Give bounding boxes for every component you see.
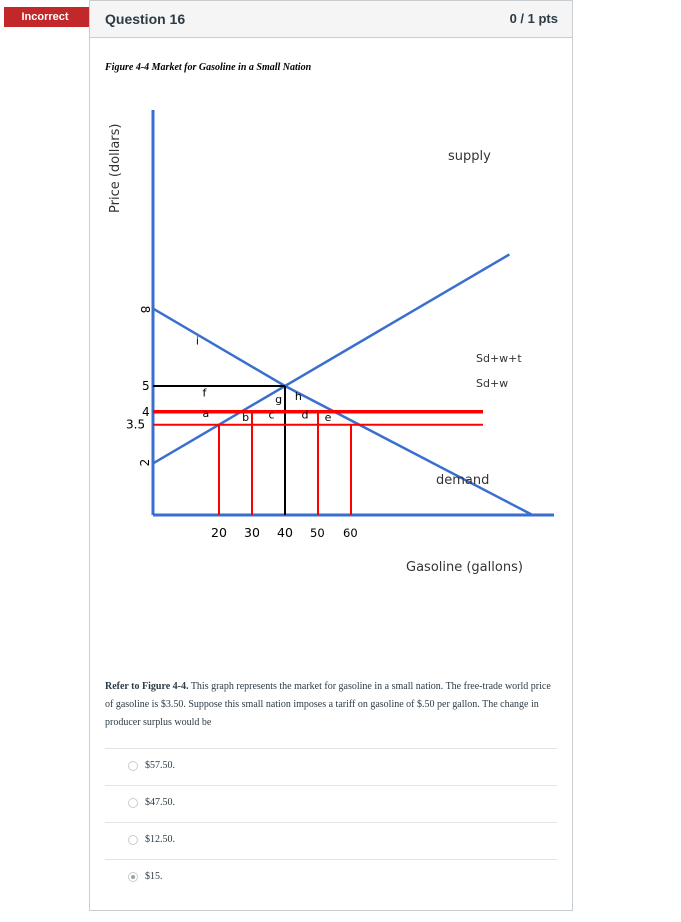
x-tick-label: 40: [277, 525, 293, 540]
answer-label: $57.50.: [145, 760, 175, 771]
incorrect-flag-label: Incorrect: [21, 11, 69, 23]
x-tick-label: 20: [211, 525, 227, 540]
question-text-body: This graph represents the market for gasoline in a small nation. The free-trade world price of gasoline is $3.50. Suppose this small nation imposes a tariff on gasoline of $.50 per gallon. The change in producer surplus would be: [105, 681, 551, 728]
answer-option[interactable]: [105, 785, 557, 822]
answer-label: $47.50.: [145, 797, 175, 808]
supply-curve: [153, 254, 509, 463]
question-text-ref: Refer to Figure 4-4.: [105, 681, 189, 692]
y-tick-label: 3.5: [126, 417, 146, 432]
x-tick-label: 30: [244, 525, 260, 540]
y-tick-label: 8: [138, 305, 152, 314]
answer-label: $15.: [145, 871, 163, 882]
y-tick-label: 5: [142, 379, 150, 393]
answer-option[interactable]: [105, 822, 557, 859]
area-label-c: c: [268, 408, 275, 422]
area-label-h: h: [294, 390, 302, 404]
y-tick-label: 2: [138, 458, 152, 467]
answer-radio[interactable]: [128, 835, 138, 845]
answer-radio[interactable]: [128, 761, 138, 771]
answer-list: [105, 748, 557, 896]
x-axis-title: Gasoline (gallons): [406, 560, 523, 575]
world-price-label: Sd+w: [476, 377, 509, 390]
area-label-a: a: [202, 406, 210, 420]
answer-radio[interactable]: [128, 798, 138, 808]
answer-label: $12.50.: [145, 834, 175, 845]
question-title: Question 16: [105, 11, 186, 27]
incorrect-flag: [4, 7, 94, 27]
tariff-price-label: Sd+w+t: [476, 352, 522, 365]
x-tick-label: 50: [310, 526, 325, 540]
answer-option-selected[interactable]: [105, 859, 557, 896]
supply-label: supply: [448, 149, 491, 164]
area-label-b: b: [242, 410, 250, 424]
area-label-d: d: [301, 408, 309, 422]
figure-chart: [96, 95, 566, 585]
question-points: 0 / 1 pts: [509, 11, 558, 26]
figure-caption: Figure 4-4 Market for Gasoline in a Small Nation: [105, 62, 312, 73]
demand-label: demand: [436, 473, 490, 488]
y-tick-label: 4: [142, 404, 150, 419]
area-label-f: f: [202, 386, 207, 400]
y-axis-title: Price (dollars): [108, 123, 123, 213]
question-text: [105, 678, 560, 732]
question-header: [90, 1, 572, 38]
area-label-g: g: [275, 392, 283, 406]
answer-option[interactable]: [105, 748, 557, 785]
chart-svg: [96, 95, 566, 585]
x-tick-label: 60: [343, 526, 358, 540]
area-label-i: i: [195, 334, 199, 348]
answer-radio-selected[interactable]: [128, 872, 138, 882]
area-label-e: e: [324, 410, 332, 424]
